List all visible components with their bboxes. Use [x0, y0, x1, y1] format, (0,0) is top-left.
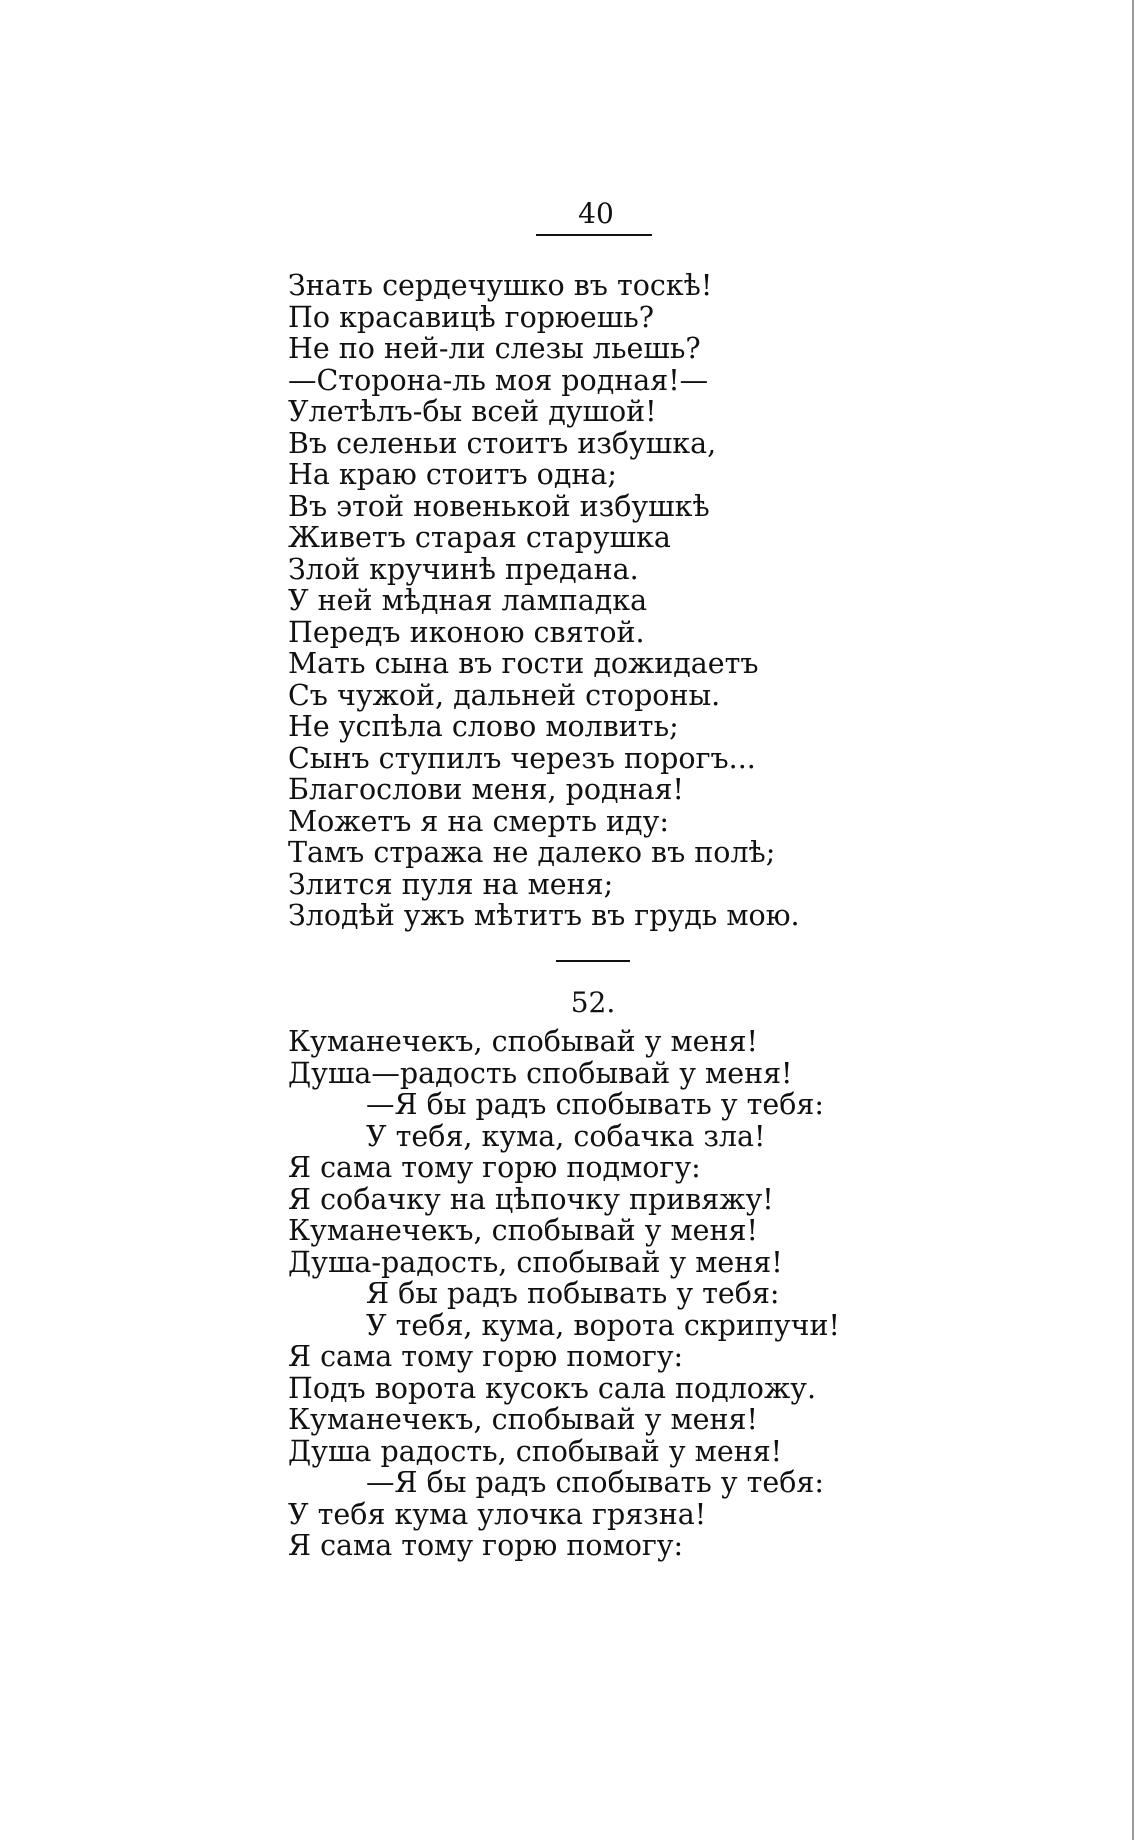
- verse-line: Не по ней-ли слезы льешь?: [288, 332, 701, 365]
- verse-line: Улетѣлъ-бы всей душой!: [288, 395, 657, 428]
- verse-line: Злой кручинѣ предана.: [288, 552, 639, 586]
- verse-line: Куманечекъ, спобывай у меня!: [288, 1403, 758, 1436]
- verse-line: Знать сердечушко въ тоскѣ!: [288, 269, 713, 302]
- section-number: 52.: [570, 986, 616, 1019]
- verse-line: —Я бы радъ спобывать у тебя:: [366, 1088, 824, 1121]
- verse-line: Подъ ворота кусокъ сала подложу.: [288, 1371, 817, 1405]
- verse-line: Не успѣла слово молвить;: [288, 710, 679, 743]
- verse-line: Душа радость, спобывай у меня!: [288, 1434, 783, 1468]
- section-divider: [556, 960, 630, 962]
- verse-line: —Я бы радъ спобывать у тебя:: [366, 1466, 824, 1499]
- verse-line: Живетъ старая старушка: [288, 521, 671, 554]
- page-edge-line: [1132, 0, 1134, 1840]
- verse-line: Въ этой новенькой избушкѣ: [288, 489, 710, 523]
- verse-line: Я сама тому горю помогу:: [288, 1340, 684, 1373]
- verse-line: На краю стоитъ одна;: [288, 458, 617, 491]
- poem-verse-continued: [288, 270, 800, 932]
- verse-line: У тебя, кума, ворота скрипучи!: [366, 1308, 840, 1342]
- verse-line: Злодѣй ужъ мѣтитъ въ грудь мою.: [288, 899, 800, 932]
- header-rule: [536, 234, 652, 236]
- verse-line: —Сторона-ль моя родная!—: [288, 363, 709, 397]
- poem-verse-52: [288, 1026, 840, 1562]
- verse-line: Мать сына въ гости дожидаетъ: [288, 647, 759, 680]
- verse-line: У тебя кума улочка грязна!: [288, 1497, 707, 1531]
- verse-line: Съ чужой, дальней стороны.: [288, 678, 721, 712]
- verse-line: Тамъ стража не далеко въ полѣ;: [288, 836, 776, 869]
- verse-line: Душа-радость, спобывай у меня!: [288, 1245, 783, 1279]
- page-number: 40: [578, 197, 614, 230]
- verse-line: У ней мѣдная лампадка: [288, 584, 648, 617]
- verse-line: Передъ иконою святой.: [288, 615, 645, 649]
- verse-line: Куманечекъ, спобывай у меня!: [288, 1025, 758, 1058]
- verse-line: Благослови меня, родная!: [288, 773, 684, 806]
- verse-line: Я сама тому горю подмогу:: [288, 1151, 701, 1184]
- verse-line: Сынъ ступилъ черезъ порогъ...: [288, 741, 756, 775]
- verse-line: Куманечекъ, спобывай у меня!: [288, 1214, 758, 1247]
- verse-line: У тебя, кума, собачка зла!: [366, 1119, 766, 1153]
- verse-line: Душа—радость спобывай у меня!: [288, 1056, 793, 1090]
- verse-line: Я собачку на цѣпочку привяжу!: [288, 1182, 774, 1216]
- verse-line: Злится пуля на меня;: [288, 867, 614, 901]
- verse-line: Можетъ я на смерть иду:: [288, 804, 669, 838]
- verse-line: Въ селеньи стоитъ избушка,: [288, 426, 717, 460]
- verse-line: Я бы радъ побывать у тебя:: [366, 1277, 780, 1310]
- verse-line: По красавицѣ горюешь?: [288, 300, 654, 334]
- verse-line: Я сама тому горю помогу:: [288, 1529, 684, 1562]
